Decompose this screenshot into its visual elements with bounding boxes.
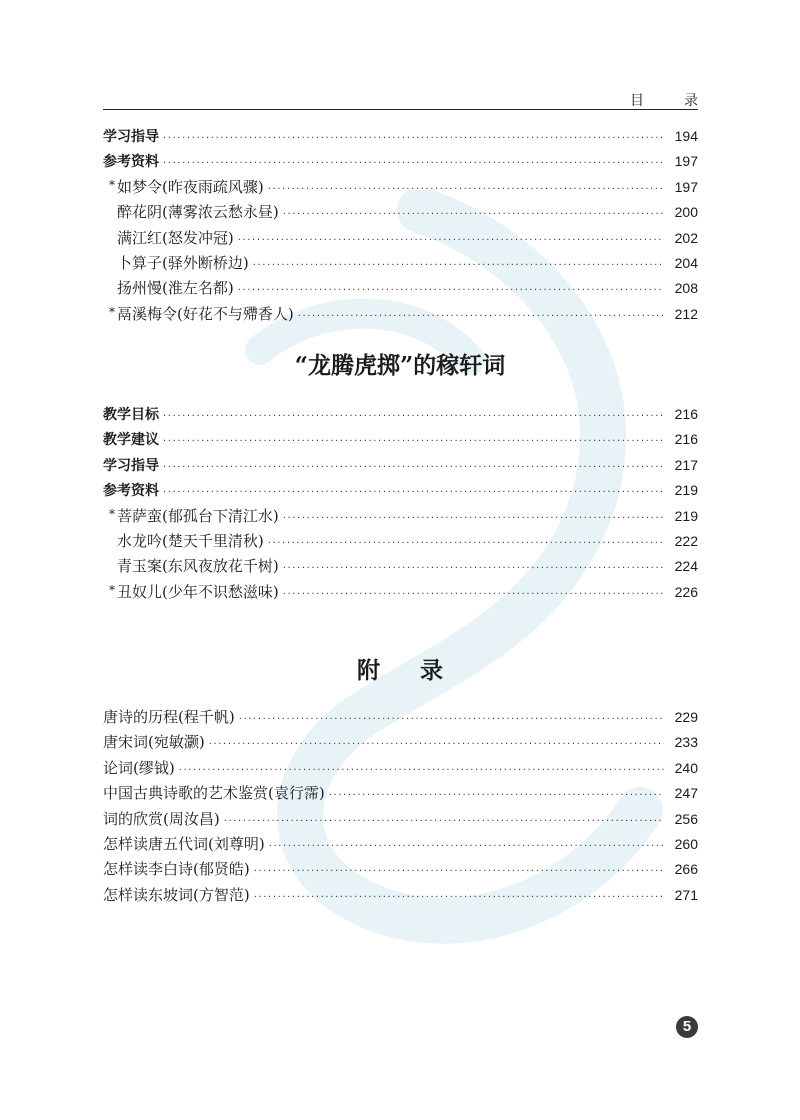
dot-leader — [253, 253, 664, 278]
toc-entry[interactable] — [103, 832, 698, 857]
toc-entry-page: 260 — [674, 835, 698, 852]
toc-entry-title: 鬲溪梅令(好花不与殢香人) — [117, 304, 294, 323]
header-label-2: 录 — [684, 93, 698, 109]
toc-entry-page: 194 — [674, 128, 698, 144]
dot-leader — [268, 531, 664, 556]
toc-entry-title: 如梦令(昨夜雨疏风骤) — [117, 177, 264, 196]
dot-leader — [329, 783, 664, 808]
toc-entry-page: 229 — [674, 709, 698, 725]
dot-leader — [283, 202, 664, 227]
toc-entry-title: 水龙吟(楚天千里清秋) — [117, 531, 264, 550]
toc-entry-title: 扬州慢(淮左名都) — [117, 279, 234, 298]
toc-entry-title: 教学目标 — [103, 407, 159, 423]
toc-entry-page: 224 — [674, 558, 698, 575]
toc-entry[interactable] — [103, 554, 698, 579]
dot-leader — [283, 506, 664, 531]
header-label — [630, 90, 698, 110]
toc-entry-page: 200 — [674, 204, 698, 221]
toc-entry[interactable] — [103, 175, 698, 200]
toc-entry[interactable] — [103, 730, 698, 755]
toc-entry[interactable] — [103, 302, 698, 327]
toc-entry[interactable] — [103, 883, 698, 908]
dot-leader — [283, 582, 664, 607]
toc-entry-title: 论词(缪钺) — [103, 758, 175, 777]
dot-leader — [239, 707, 664, 732]
toc-entry-title: 唐宋词(宛敏灏) — [103, 733, 205, 752]
dot-leader — [163, 429, 664, 454]
toc-entry-title: 怎样读唐五代词(刘尊明) — [103, 834, 265, 853]
page-number: 5 — [676, 1016, 698, 1038]
toc-entry-title: 满江红(怒发冲冠) — [117, 228, 234, 247]
toc-entry-page: 222 — [674, 532, 698, 549]
section-2-title: “龙腾虎掷”的稼轩词 — [294, 352, 506, 379]
toc-entry-title: 醉花阴(薄雾浓云愁永昼) — [117, 203, 279, 222]
dot-leader — [269, 834, 664, 859]
toc-entry-title: 怎样读东坡词(方智范) — [103, 885, 250, 904]
dot-leader — [163, 404, 664, 429]
dot-leader — [163, 126, 664, 151]
toc-entry[interactable] — [103, 453, 698, 478]
dot-leader — [163, 480, 664, 505]
dot-leader — [209, 732, 664, 757]
toc-entry[interactable] — [103, 251, 698, 276]
toc-entry-title: 参考资料 — [103, 154, 159, 171]
optional-mark-icon: * — [109, 506, 115, 521]
toc-entry-page: 240 — [674, 759, 698, 776]
toc-entry-page: 197 — [674, 178, 698, 195]
toc-entry-title: 学习指导 — [103, 457, 159, 474]
dot-leader — [179, 758, 664, 783]
toc-entry[interactable] — [103, 857, 698, 882]
toc-entry-page: 266 — [674, 861, 698, 878]
toc-entry-title: 卜算子(驿外断桥边) — [117, 253, 249, 272]
toc-entry-page: 216 — [674, 431, 698, 448]
toc-entry-page: 219 — [674, 507, 698, 524]
toc-entry-title: 唐诗的历程(程千帆) — [103, 708, 235, 726]
header-label-1: 目 — [630, 93, 644, 109]
toc-entry-page: 247 — [674, 785, 698, 802]
toc-entry-title: 怎样读李白诗(郁贤皓) — [103, 860, 250, 879]
toc-entry-page: 208 — [674, 280, 698, 297]
toc-entry[interactable] — [103, 226, 698, 251]
optional-mark-icon: * — [109, 177, 115, 192]
toc-entry[interactable] — [103, 705, 698, 730]
toc-entry-title: 青玉案(东风夜放花千树) — [117, 557, 279, 576]
toc-entry[interactable] — [103, 781, 698, 806]
toc-entry-title: 词的欣赏(周汝昌) — [103, 809, 220, 828]
toc-entry[interactable] — [103, 580, 698, 605]
toc-entry[interactable] — [103, 276, 698, 301]
dot-leader — [298, 304, 664, 329]
toc-section-3 — [103, 705, 698, 908]
toc-section-2 — [103, 402, 698, 605]
dot-leader — [163, 151, 664, 176]
toc-entry-page: 271 — [674, 886, 698, 903]
toc-entry[interactable] — [103, 200, 698, 225]
toc-entry-title: 中国古典诗歌的艺术鉴赏(袁行霈) — [103, 784, 325, 803]
dot-leader — [283, 556, 664, 581]
optional-mark-icon: * — [109, 304, 115, 319]
toc-entry[interactable] — [103, 124, 698, 149]
dot-leader — [238, 228, 664, 253]
toc-entry[interactable] — [103, 807, 698, 832]
header-rule — [103, 109, 698, 110]
toc-entry-page: 212 — [674, 305, 698, 322]
toc-entry-page: 202 — [674, 229, 698, 246]
toc-entry-title: 教学建议 — [103, 432, 159, 449]
toc-entry[interactable] — [103, 149, 698, 174]
toc-entry-title: 参考资料 — [103, 483, 159, 500]
toc-entry[interactable] — [103, 427, 698, 452]
section-3-title-1: 附 — [357, 657, 380, 684]
toc-entry[interactable] — [103, 478, 698, 503]
dot-leader — [238, 278, 664, 303]
dot-leader — [254, 859, 664, 884]
toc-entry-page: 233 — [674, 734, 698, 751]
dot-leader — [268, 177, 664, 202]
section-3-title — [0, 652, 800, 685]
toc-entry-page: 256 — [674, 810, 698, 827]
toc-entry-page: 217 — [674, 456, 698, 473]
toc-entry-page: 216 — [674, 406, 698, 422]
toc-entry[interactable] — [103, 402, 698, 427]
toc-entry-title: 学习指导 — [103, 129, 159, 145]
dot-leader — [224, 809, 664, 834]
toc-entry-page: 197 — [674, 153, 698, 170]
dot-leader — [254, 885, 664, 910]
optional-mark-icon: * — [109, 582, 115, 597]
toc-section-1 — [103, 124, 698, 327]
section-3-title-2: 录 — [420, 657, 443, 684]
toc-entry-title: 丑奴儿(少年不识愁滋味) — [117, 582, 279, 601]
toc-entry-page: 219 — [674, 482, 698, 499]
toc-entry-page: 226 — [674, 583, 698, 600]
toc-entry-page: 204 — [674, 254, 698, 271]
dot-leader — [163, 455, 664, 480]
toc-entry[interactable] — [103, 756, 698, 781]
toc-entry[interactable] — [103, 529, 698, 554]
toc-entry[interactable] — [103, 504, 698, 529]
toc-entry-title: 菩萨蛮(郁孤台下清江水) — [117, 506, 279, 525]
